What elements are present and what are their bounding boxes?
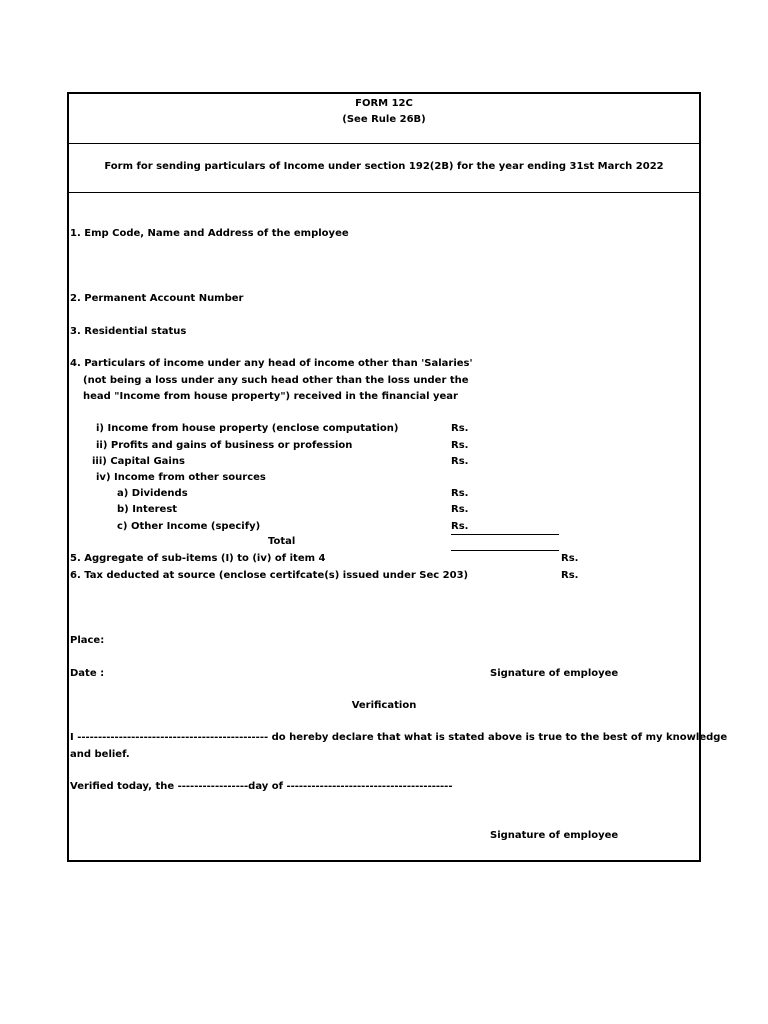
sub-item-i-rs: Rs. bbox=[451, 423, 469, 434]
subtotal-underline bbox=[451, 534, 559, 535]
form-header bbox=[69, 94, 699, 144]
sub-item-iv-label: iv) Income from other sources bbox=[96, 472, 266, 483]
sub-item-ii-label: ii) Profits and gains of business or profession bbox=[96, 440, 353, 451]
item-5-rs: Rs. bbox=[561, 553, 579, 564]
form-rule: (See Rule 26B) bbox=[342, 114, 426, 125]
item-5-label: 5. Aggregate of sub-items (I) to (iv) of item 4 bbox=[70, 553, 326, 564]
sub-item-b-label: b) Interest bbox=[117, 504, 178, 515]
place-label: Place: bbox=[70, 635, 105, 646]
item-2-label: 2. Permanent Account Number bbox=[70, 293, 244, 304]
signature-label-2: Signature of employee bbox=[490, 830, 619, 841]
item-4-label-line2: (not being a loss under any such head other than the loss under the bbox=[83, 375, 469, 386]
signature-label: Signature of employee bbox=[490, 668, 619, 679]
sub-item-i-label: i) Income from house property (enclose computation) bbox=[96, 423, 399, 434]
item-1-label: 1. Emp Code, Name and Address of the employee bbox=[70, 228, 349, 239]
sub-item-iii-rs: Rs. bbox=[451, 456, 469, 467]
form-number: FORM 12C bbox=[355, 98, 413, 109]
total-underline bbox=[451, 550, 559, 551]
verification-title: Verification bbox=[351, 700, 417, 711]
sub-item-b-rs: Rs. bbox=[451, 504, 469, 515]
total-label: Total bbox=[268, 536, 296, 547]
sub-item-ii-rs: Rs. bbox=[451, 440, 469, 451]
sub-item-a-rs: Rs. bbox=[451, 488, 469, 499]
item-6-rs: Rs. bbox=[561, 570, 579, 581]
item-4-label-line3: head "Income from house property") received in the financial year bbox=[83, 391, 458, 402]
form-12c bbox=[67, 92, 728, 862]
form-subtitle: Form for sending particulars of Income under section 192(2B) for the year ending 31st March 2022 bbox=[104, 161, 664, 172]
item-4-label-line1: 4. Particulars of income under any head of income other than 'Salaries' bbox=[70, 358, 473, 369]
declaration-line2: and belief. bbox=[70, 749, 130, 760]
sub-item-c-rs: Rs. bbox=[451, 521, 469, 532]
sub-item-iii-label: iii) Capital Gains bbox=[92, 456, 185, 467]
declaration-line1: I ---------------------------------------------- do hereby declare that what is stated above is true to the best of my knowledge bbox=[70, 732, 728, 743]
sub-item-c-label: c) Other Income (specify) bbox=[117, 521, 261, 532]
sub-item-a-label: a) Dividends bbox=[117, 488, 188, 499]
item-6-label: 6. Tax deducted at source (enclose certifcate(s) issued under Sec 203) bbox=[70, 570, 469, 581]
date-label: Date : bbox=[70, 668, 105, 679]
form-subtitle-box bbox=[69, 143, 699, 193]
verified-line: Verified today, the -----------------day of ---------------------------------------- bbox=[70, 781, 453, 792]
item-3-label: 3. Residential status bbox=[70, 326, 187, 337]
